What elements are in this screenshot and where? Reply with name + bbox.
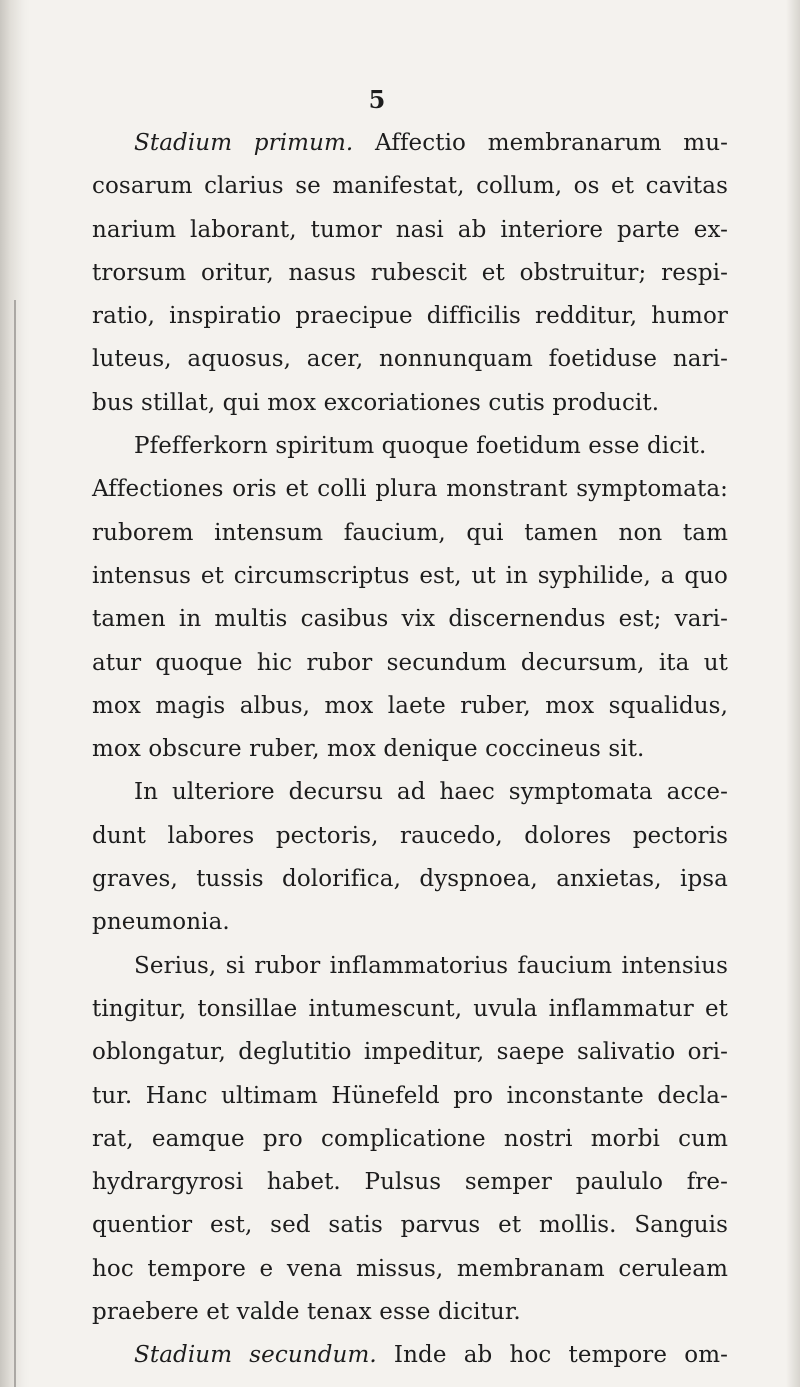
text-line: praebere et valde tenax esse dicitur.	[92, 1299, 521, 1326]
text-line: Affectiones oris et colli plura monstrant symptomata:	[92, 476, 728, 503]
text-line: pneumonia.	[92, 909, 230, 936]
text-line: tingitur, tonsillae intumescunt, uvula inflammatur et	[92, 995, 728, 1022]
right-edge-shadow	[786, 0, 800, 1387]
section-heading: Stadium secundum.	[134, 1342, 377, 1369]
text-line: dunt labores pectoris, raucedo, dolores pectoris	[92, 822, 728, 849]
text-line: ruborem intensum faucium, qui tamen non tam	[92, 519, 728, 546]
page-number: 5	[368, 85, 386, 114]
text-line: hydrargyrosi habet. Pulsus semper paululo fre-	[92, 1169, 728, 1196]
text-line: Pfefferkorn spiritum quoque foetidum esse dicit.	[134, 433, 707, 460]
text-line: atur quoque hic rubor secundum decursum, ita ut	[92, 649, 728, 676]
body-text	[92, 122, 728, 1378]
text-line: hoc tempore e vena missus, membranam ceruleam	[92, 1255, 728, 1282]
text-line: tamen in multis casibus vix discernendus est; vari-	[92, 606, 728, 633]
text-line: intensus et circumscriptus est, ut in syphilide, a quo	[92, 562, 728, 589]
text-line: Stadium primum. Affectio membranarum mu-	[134, 130, 728, 156]
text-line: ratio, inspiratio praecipue difficilis redditur, humor	[92, 303, 728, 330]
binding-edge	[14, 300, 16, 1387]
text-line: mox magis albus, mox laete ruber, mox squalidus,	[92, 692, 728, 719]
text-line: Stadium secundum. Inde ab hoc tempore om-	[134, 1342, 728, 1369]
text-line: graves, tussis dolorifica, dyspnoea, anxietas, ipsa	[92, 866, 728, 893]
text-line: trorsum oritur, nasus rubescit et obstruitur; respi-	[92, 259, 728, 286]
text-line: mox obscure ruber, mox denique coccineus sit.	[92, 736, 645, 763]
text-line: narium laborant, tumor nasi ab interiore parte ex-	[92, 216, 728, 243]
text-line: In ulteriore decursu ad haec symptomata acce-	[134, 779, 728, 806]
text-line: tur. Hanc ultimam Hünefeld pro inconstante decla-	[92, 1082, 728, 1109]
text-line: oblongatur, deglutitio impeditur, saepe salivatio ori-	[92, 1039, 728, 1066]
section-heading: Stadium primum.	[134, 130, 354, 156]
text-line: bus stillat, qui mox excoriationes cutis producit.	[92, 389, 660, 416]
text-line: luteus, aquosus, acer, nonnunquam foetiduse nari-	[92, 346, 728, 373]
text-line: rat, eamque pro complicatione nostri morbi cum	[92, 1125, 728, 1152]
text-line: cosarum clarius se manifestat, collum, os et cavitas	[92, 173, 728, 200]
text-line: Serius, si rubor inflammatorius faucium intensius	[134, 952, 728, 979]
text-line: quentior est, sed satis parvus et mollis. Sanguis	[92, 1212, 728, 1239]
